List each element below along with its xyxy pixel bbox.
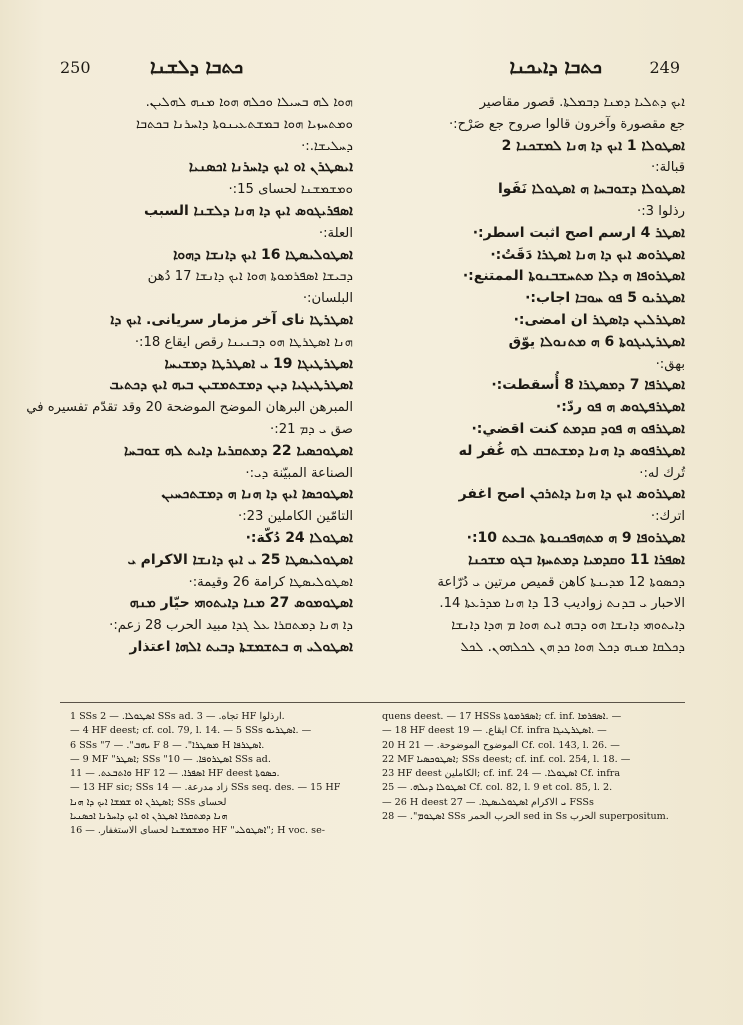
right-page-number: 249 xyxy=(649,58,680,77)
left-page-number: 250 xyxy=(60,58,91,77)
text-line: ܐܣܛܪܦܘܣ ܕܐ ܗܢܐ ܕܡܫܬܒܩ ܠܗ غُفر له xyxy=(458,442,685,459)
text-line: رذلوا 3:· xyxy=(637,203,685,219)
footnote-line: ܐܣܛܘܡ". — 28 SSs الحرب الحمر sed in Ss الحرب superpositum. xyxy=(382,811,669,823)
text-line: ܐܣܛܪܛܝܓܘܬܐ 6 ܗ ܡܬܢܘܠܐ يوّق xyxy=(508,333,685,350)
text-line: ܐܣܛܘܠܐ 24 دُكّة:· xyxy=(245,529,353,546)
footnote-line: — 26 H deest ܝ الاكرام ܐܣܛܘܠܝܣܛܐ. — 27 FSSs xyxy=(382,796,594,808)
text-line: ܐܣܛܘܠܝܣܛܐ كرامة 26 وقيمة:· xyxy=(188,574,353,590)
text-line: المبرهن البرهان الموضح الموضحة 20 وقد تقدّم تفسيره في xyxy=(26,400,353,416)
text-line: ܕܟܠܩܐ ܡܢܗ ܕܟܠ ܗܘܐ ܟܕ ܗܢ ܠܟܠܗܘܢ. ܠܟܠ xyxy=(460,639,685,655)
footnote-rule xyxy=(60,702,685,703)
text-line: ܐܣܛܘܠܝܣܛܐ 16 ܐܝܟ ܕܐܢܫܐ ܕܗܘܐ xyxy=(173,246,353,263)
text-line: ܐܣܛܘܠܐ 1 ܐܝܟ ܕܐ ܗܢܐ ܠܡܫܟܢܐ 2 xyxy=(501,137,685,154)
text-line: ܐܣܛܘܟܣܝܐ 22 ܕܡܬܩܪܝܐ ܕܐܝܬ ܠܗ ܫܘܒܚܐ xyxy=(124,442,353,459)
text-line: بهق:· xyxy=(655,356,685,372)
text-line: ܕܟܣܘܬܐ 12 ܡܕܝܢܬܐ كاهن قميص مرتين ܝ دُرّاعة xyxy=(437,574,685,590)
text-line: الصناعة المبيّنة ܕܝ:· xyxy=(245,465,353,481)
text-line: اترك:· xyxy=(650,509,685,525)
right-running-head: ܟܬܒܐ ܕܐܝܟܢܐ xyxy=(509,56,602,78)
footnote-line: 22 MF ܐܣܛܘܟܣܝܐ; SSs deest; cf. inf. col. 254, l. 18. — xyxy=(382,753,631,765)
text-line: ܐܣܛܪܘܣ ܐܝܟ ܕܐ ܗܢܐ ܐܣܛܪܐ دَقَتُ:· xyxy=(490,246,685,263)
text-line: ܐܣܛܘܡܘܣ 27 ܡܢܐ ܕܐܝܬܘܗܝ حيّار ܡܢܗ xyxy=(129,595,353,612)
footnote-line: ܐܣܛܘܠܐ ܕܝܠܗ. — 25 Cf. col. 82, l. 9 et col. 85, l. 2. xyxy=(382,782,613,794)
text-line: تُرك له:· xyxy=(639,465,685,481)
footnote-line: ܘܐܬܒܥܬ. — 11 HF ܐܣܦܪܐ. — 12 HF deest ܟܣܘܬܐ. xyxy=(70,768,280,780)
footnote-line: ܗܢܐ ܕܡܬܩܪܐ ܐܣܛܪܢ ܐܘ ܐܝܟ ܕܐܚܪܢܐ ܐܟܣܢܝܐ xyxy=(70,811,228,823)
text-line: ܐܣܛܪܘܦܐ ܗ ܕܠܐ ܡܬܚܫܒܢܘܬܐ الممتنع:· xyxy=(462,268,685,285)
text-line: ܐܣܛܪܠܝܢ ܕܐܣܛܪ ان امضى:· xyxy=(513,311,685,328)
footnote-line: — 18 HF deest ايقاع. — 19 Cf. infra ܐܣܛܪܛܝܓܐ. — xyxy=(382,725,607,737)
text-line: قبالة:· xyxy=(650,160,685,176)
text-line: ܐܣܛܪ 4 ارسم اصح اثبت اسطر:· xyxy=(472,224,685,241)
text-line: ܐܣܛܪܦܐ 7 ܕܡܣܛܪܐ 8 أُسقطت:· xyxy=(491,377,685,394)
footnote-line: — 13 HF sic; SSs زاد مدرعة. — 14 SSs seq. des. — 15 HF xyxy=(70,782,341,794)
text-line: ܕܐܝܬܘܗܝ ܕܐܢܫܐ ܗܘ ܕܒܗ ܐܝܬ ܗܘܐ ܡ ܗܕܐ ܕܐܢܫܐ xyxy=(451,618,685,634)
left-running-head: ܟܬܒܐ ܕܠܫܢܐ xyxy=(150,56,244,78)
text-line: ܐܣܦܪܝܓܘܣ ܐܝܟ ܕܐ ܗܢܐ ܕܠܫܢܐ السبب xyxy=(143,202,353,219)
text-line: ܘܡܫܡܫܢܐ لحساى 15:· xyxy=(228,182,353,198)
text-line: ܐܣܛܘܠܝ ܗ ܒܬܫܡܫܬܐ ܕܒܝܬ ܐܠܗܐ اعتذار xyxy=(129,638,353,655)
text-line: ܐܣܦܪܐ 11 ܘܩܕܡܝܐ ܕܡܬܚܙܐ ܒܓܘ ܡܫܟܢܐ xyxy=(468,551,685,568)
text-line: ܐܣܛܪܘܣ ܐܝܟ ܕܐ ܗܢܐ ܕܐܬܪܟܢ اصح اغفر xyxy=(458,486,685,503)
footnote-line: 6 SSs "ܝܗܒ". — 7 F ܡܣܛܪܐ". — 8 H ܐܣܛܪܦܐ. xyxy=(70,739,265,751)
text-line: ܐܣܛܘܠܝܣܛܐ 25 ܝ ܐܝܟ ܕܐܢܫܐ الاكرام ܝ xyxy=(127,551,353,568)
text-line: البلسان:· xyxy=(302,291,353,307)
text-line: ܐܣܛܪܛܝܓܝܐ ܕܝܢ ܕܡܫܬܡܫܝܢ ܒܝܗ ܐܝܟ ܕܟܬܝܒ xyxy=(109,377,353,394)
text-line: ܐܣܛܪܦܛܘܣ ܗ ܦܘ ردّ:· xyxy=(555,399,685,416)
text-line: ܕܐ ܗܢܐ ܕܡܬܩܪܐ ܥܠ ܓܕܐ مبيد الحرب 28 زعم:· xyxy=(109,618,353,634)
text-line: العلة:· xyxy=(318,225,353,241)
text-line: ܕܒܝܫܐ ܐܣܦܪܡܘܬܐ ܗܘܐ ܐܝܟ ܕܐܢܫܐ 17 دُهن xyxy=(147,269,353,285)
text-line: التامّين الكاملين 23:· xyxy=(238,509,353,525)
text-line: جع مقصورة وآخرون قالوا صروح جع صَرْح:· xyxy=(448,116,685,132)
footnote-line: quens deest. — 17 HSSs ܐܣܦܪܡܘܬܐ; cf. inf. ܐܣܦܪܡܐ. — xyxy=(382,711,622,722)
text-line: ܐܣܛܪܦܘ ܗ ܦܘܕ ܩܕܡܬ كنت اقضي:· xyxy=(471,420,685,437)
text-line: ܘܡܬܚܙܝܐ ܗܘܐ ܒܡܫܬܥܝܢܘܬܐ ܕܐܚܪܢܐ ܒܟܬܒܐ xyxy=(136,116,353,132)
footnote-line: ܐܣܛܪܢ ܐܘ ܫܡܫܐ ܐܝܟ ܕܐ ܗܢܐ; SSs لحساى xyxy=(70,796,227,808)
footnote-line: 23 HF deest الكاملين; cf. inf. ܐܣܛܘܠܐ. — 24 Cf. infra xyxy=(382,768,621,780)
text-line: ܐܣܛܪܛܝܓܐ 19 ܝ ܐܣܛܪܛܐ ܕܡܫܝܚܐ xyxy=(164,355,353,372)
right-text-column xyxy=(375,92,685,687)
text-line: ܗܘܐ ܠܗ ܒܚܝܠܐ ܘܟܠܗ ܗܘܐ ܡܢܗ ܠܗܠܝܢ. xyxy=(145,95,353,110)
text-line: الاحبار ܝ ܒܕܢܬ زواديب 13 ܕܐ ܗܢܐ ܡܕܪܥܬܐ 14. xyxy=(439,596,685,612)
text-line: ܗܢܐ ܐܣܛܪܛܐ ܗܘ ܕܒܢܝܢܐ رقص ايقاع 18:· xyxy=(134,334,353,350)
text-line: ܐܣܛܪܝܘ 5 ܦܘ ܚܘܒܐ اجاب:· xyxy=(525,290,685,307)
footnote-line: 1 SSs ܐܣܛܘܠܐ. — 2 SSs ad. تجاه. — 3 HF ارذلوا. xyxy=(70,711,285,722)
text-line: ܐܝܣܛܪܢ ܐܘ ܐܝܟ ܕܐܚܪܢܐ ܐܟܣܢܝܐ xyxy=(188,159,353,176)
text-line: صق ܝ ܕܡ 21:· xyxy=(270,421,353,437)
right-footnotes xyxy=(382,710,682,824)
text-line: ܐܣܛܘܟܣܐ ܐܝܟ ܕܐ ܗܢܐ ܗ ܕܡܫܬܟܚܝܢ xyxy=(161,486,353,503)
left-footnotes xyxy=(70,710,360,839)
footnote-line: — 4 HF deest; cf. col. 79, l. 14. — 5 SSs ܐܣܛܪܝܘ. — xyxy=(70,725,312,737)
footnote-line: ܘܡܫܡܫܢܐ لحساى الاستغفار. — 16 HF "ܐܣܛܘܠܝ"; H voc. se- xyxy=(70,825,325,837)
left-text-column xyxy=(26,92,353,687)
footnote-line: — 9 MF "ܐܣܛܪ; SSs "ܐܣܛܪܘܦܐ. — 10 SSs ad. xyxy=(70,753,271,765)
text-line: ܐܝܟ ܕܬܠܝܐ ܕܡܢܐ ܕܒܡܠܬܐ. قصور مقاصير xyxy=(479,95,685,110)
text-line: ܐܣܛܪܛܐ نای آخر مزمار سریانی. ܐܝܟ ܕܐ xyxy=(110,311,353,328)
page-header xyxy=(60,58,680,88)
footnote-line: 20 H الموضوح الموضوحة. — 21 Cf. col. 143, l. 26. — xyxy=(382,739,620,751)
text-line: ܐܣܛܪܘܦܐ 9 ܗ ܡܬܗܦܟܢܘܬܐ ܬܒܥܬ 10:· xyxy=(466,529,685,546)
text-line: ܐܣܛܘܠܐ ܕܫܘܒܚܐ ܗ ܐܣܛܘܠܐ نَفَوا xyxy=(498,181,685,198)
text-line: ܕܚܠܝܫܐ.:· xyxy=(301,138,353,154)
